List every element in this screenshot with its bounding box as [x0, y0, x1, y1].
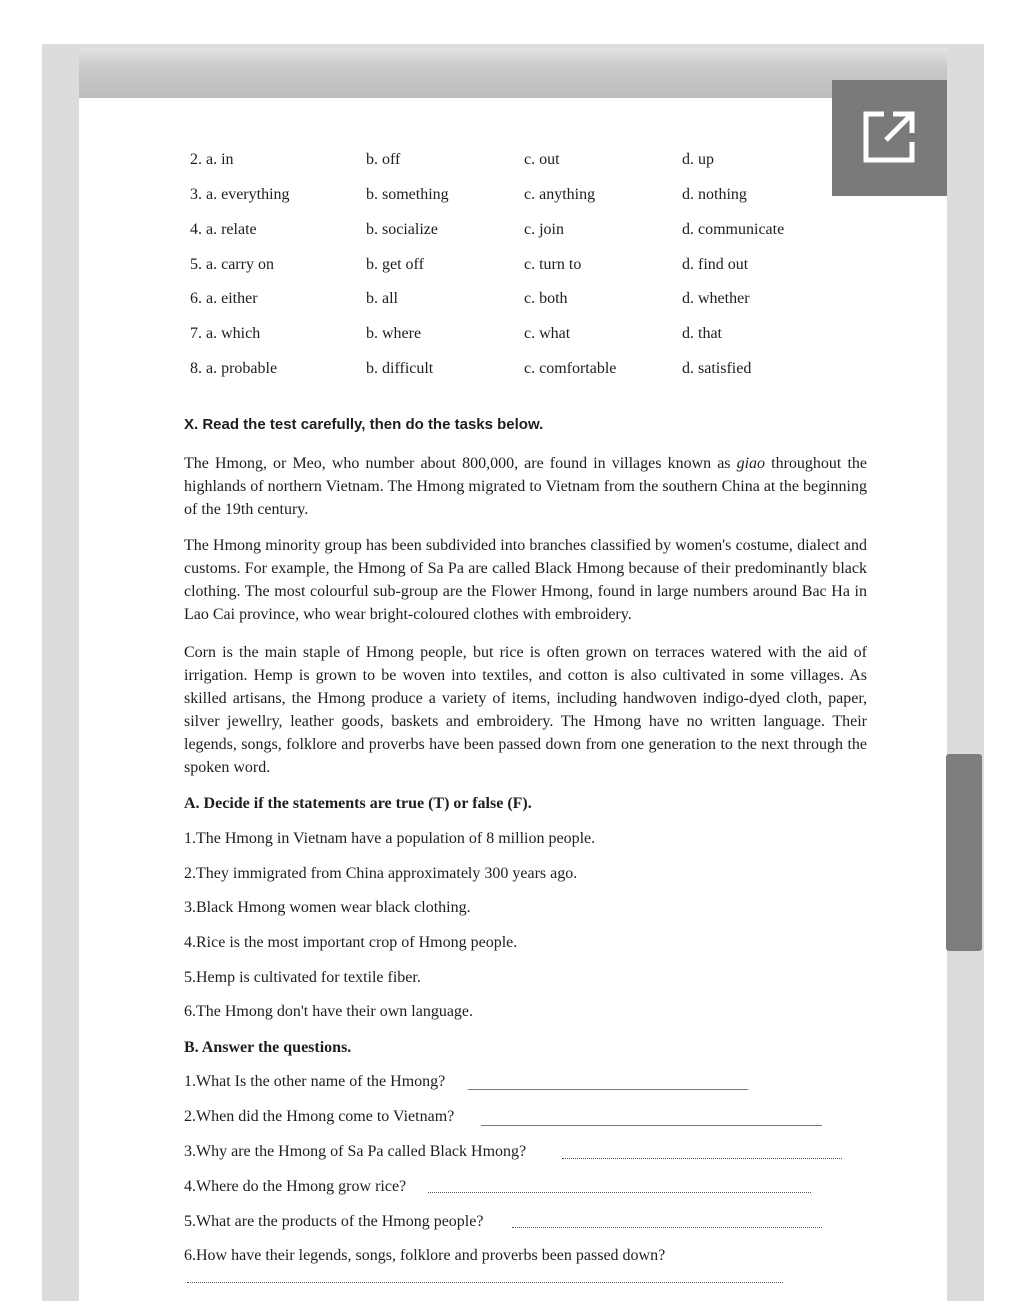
option-number: 7. [190, 325, 202, 342]
answer-line[interactable] [481, 1125, 822, 1126]
option-number: 3. [190, 186, 202, 203]
statement: 4.Rice is the most important crop of Hmong people. [184, 934, 518, 951]
expand-button[interactable] [832, 80, 947, 196]
question: 4.Where do the Hmong grow rice? [184, 1178, 407, 1195]
option-d: d. nothing [682, 186, 747, 203]
page-top-shadow [79, 48, 947, 98]
option-a: a. carry on [206, 256, 274, 273]
option-b: b. difficult [366, 360, 434, 377]
option-c: c. anything [524, 186, 596, 203]
option-d: d. that [682, 325, 722, 342]
question: 6.How have their legends, songs, folklore and proverbs been passed down? [184, 1247, 666, 1264]
option-c: c. both [524, 290, 568, 307]
expand-icon [860, 108, 918, 166]
option-b: b. where [366, 325, 422, 342]
option-a: a. in [206, 151, 234, 168]
answer-line[interactable] [562, 1158, 842, 1159]
emphasis: giao [736, 455, 766, 472]
option-b: b. all [366, 290, 398, 307]
part-b-heading: B. Answer the questions. [184, 1039, 352, 1056]
option-number: 4. [190, 221, 202, 238]
option-c: c. what [524, 325, 571, 342]
statement: 3.Black Hmong women wear black clothing. [184, 899, 471, 916]
paragraph-2: The Hmong minority group has been subdivided into branches classified by women's costume, dialect and customs. For example, the Hmong of Sa Pa are called Black Hmong because of their predominantly black clothing. The most colourful sub-group are the Flower Hmong, found in large numbers around Bac Ha in Lao Cai province, who wear bright-coloured clothes with embroidery. [184, 537, 867, 623]
option-a: a. which [206, 325, 261, 342]
option-b: b. something [366, 186, 449, 203]
option-c: c. out [524, 151, 560, 168]
option-b: b. socialize [366, 221, 438, 238]
question: 1.What Is the other name of the Hmong? [184, 1073, 446, 1090]
option-d: d. find out [682, 256, 749, 273]
option-number: 8. [190, 360, 202, 377]
answer-line[interactable] [512, 1227, 822, 1228]
scrollbar-thumb[interactable] [946, 754, 982, 951]
option-number: 6. [190, 290, 202, 307]
answer-line[interactable] [428, 1192, 811, 1193]
option-b: b. get off [366, 256, 424, 273]
option-number: 5. [190, 256, 202, 273]
option-c: c. turn to [524, 256, 582, 273]
statement: 2.They immigrated from China approximately 300 years ago. [184, 865, 578, 882]
option-d: d. communicate [682, 221, 785, 238]
statement: 5.Hemp is cultivated for textile fiber. [184, 969, 421, 986]
statement: 6.The Hmong don't have their own language. [184, 1003, 474, 1020]
option-c: c. join [524, 221, 564, 238]
option-a: a. relate [206, 221, 257, 238]
statement: 1.The Hmong in Vietnam have a population of 8 million people. [184, 830, 596, 847]
answer-line[interactable] [187, 1282, 783, 1283]
option-a: a. everything [206, 186, 290, 203]
question: 5.What are the products of the Hmong people? [184, 1213, 484, 1230]
answer-line[interactable] [468, 1089, 748, 1090]
option-a: a. probable [206, 360, 278, 377]
option-b: b. off [366, 151, 401, 168]
option-number: 2. [190, 151, 202, 168]
question: 3.Why are the Hmong of Sa Pa called Black Hmong? [184, 1143, 527, 1160]
question: 2.When did the Hmong come to Vietnam? [184, 1108, 455, 1125]
option-a: a. either [206, 290, 258, 307]
part-a-heading: A. Decide if the statements are true (T) or false (F). [184, 795, 532, 812]
paragraph-1: The Hmong, or Meo, who number about 800,000, are found in villages known as giao throughout the highlands of northern Vietnam. The Hmong migrated to Vietnam from the southern China at the beginning of the 19th century. [184, 455, 867, 518]
option-d: d. satisfied [682, 360, 752, 377]
option-d: d. up [682, 151, 714, 168]
option-c: c. comfortable [524, 360, 617, 377]
option-d: d. whether [682, 290, 750, 307]
section-heading: X. Read the test carefully, then do the tasks below. [184, 416, 544, 433]
paragraph-3: Corn is the main staple of Hmong people, but rice is often grown on terraces watered with the aid of irrigation. Hemp is grown to be woven into textiles, and cotton is also cultivated in some villages. As skilled artisans, the Hmong produce a variety of items, including handwoven indigo-dyed cloth, paper, silver jewellry, leather goods, baskets and embroidery. The Hmong have no written language. Their legends, songs, folklore and proverbs have been passed down from one generation to the next through the spoken word. [184, 644, 867, 776]
